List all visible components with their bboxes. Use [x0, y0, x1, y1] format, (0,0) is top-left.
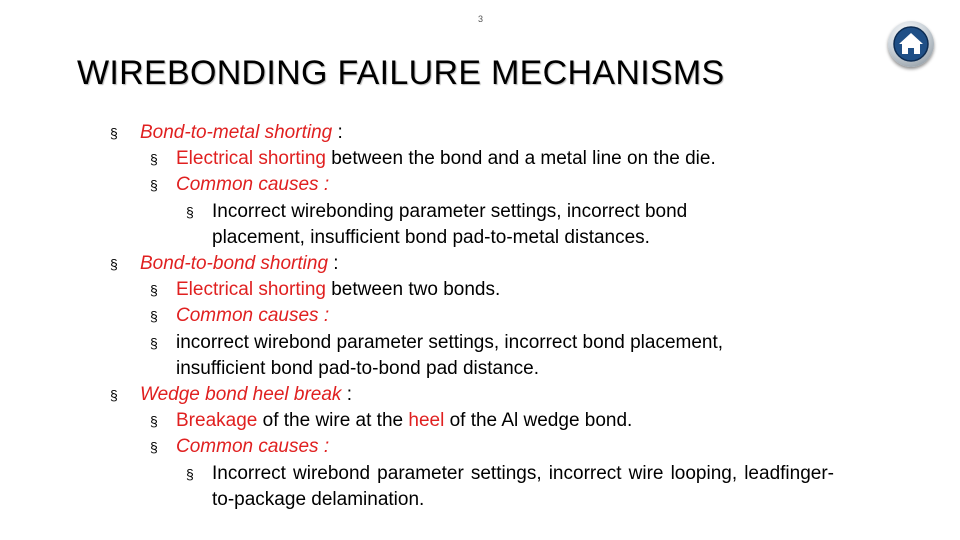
bullet-item: § Common causes :	[110, 434, 850, 460]
bullet-square-icon: §	[150, 282, 158, 299]
bullet-square-icon: §	[110, 125, 118, 141]
bullet-square-icon: §	[150, 413, 158, 430]
home-button[interactable]	[888, 21, 934, 67]
bullet-square-icon: §	[110, 256, 118, 273]
bullet-square-icon: §	[150, 334, 158, 351]
bullet-square-icon: §	[150, 151, 158, 168]
slide-title: WIREBONDING FAILURE MECHANISMS	[77, 54, 725, 92]
bullet-item: § Incorrect wirebond parameter settings, incorrect wire looping, leadfinger-to-package delamination.	[186, 462, 834, 510]
bullet-list	[110, 120, 850, 513]
bullet-square-icon: §	[186, 203, 194, 220]
page-number: 3	[478, 14, 484, 24]
bullet-item: § Bond-to-metal shorting :	[110, 120, 850, 146]
bullet-square-icon: §	[110, 387, 118, 404]
bullet-square-icon: §	[186, 465, 194, 482]
bullet-item: § Incorrect wirebonding parameter settings, incorrect bond placement, insufficient bond pad-to-metal distances.	[186, 200, 688, 248]
bullet-square-icon: §	[150, 308, 158, 325]
bullet-item: § Bond-to-bond shorting :	[110, 251, 850, 277]
home-icon	[888, 21, 934, 67]
bullet-square-icon: §	[150, 177, 158, 194]
bullet-item: § Electrical shorting between two bonds.	[110, 277, 850, 303]
bullet-square-icon: §	[150, 439, 158, 456]
bullet-item: § Electrical shorting between the bond and a metal line on the die.	[110, 146, 850, 172]
bullet-item: § Common causes :	[110, 303, 850, 329]
bullet-item: § incorrect wirebond parameter settings, incorrect bond placement, insufficient bond pad-to-bond pad distance.	[150, 331, 724, 379]
bullet-item: § Breakage of the wire at the heel of the Al wedge bond.	[110, 408, 850, 434]
bullet-item: § Wedge bond heel break :	[110, 382, 850, 408]
bullet-item: § Common causes :	[110, 172, 850, 198]
